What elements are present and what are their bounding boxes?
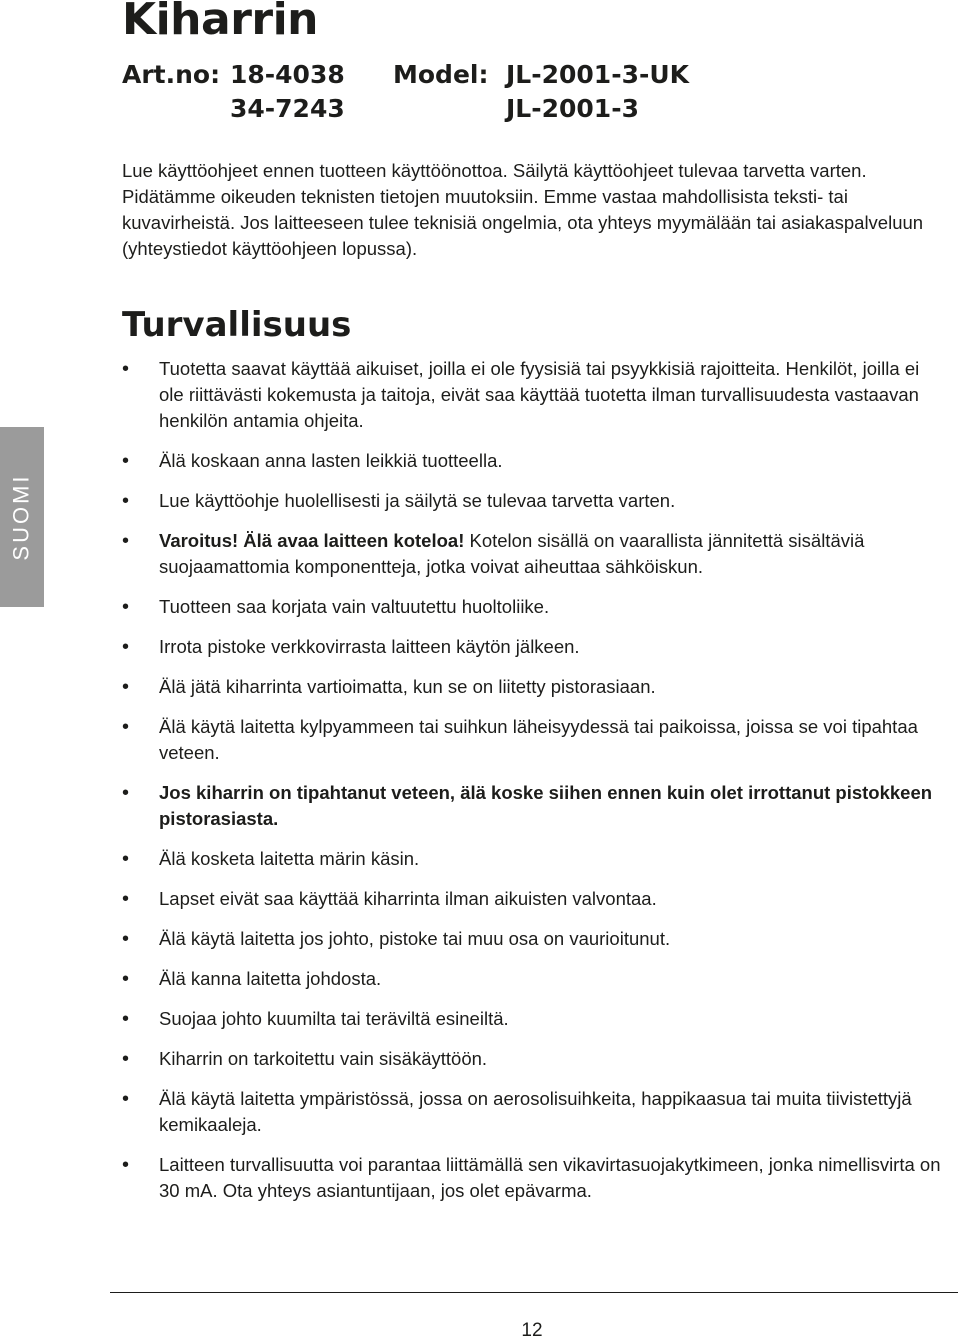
list-item-lead: Varoitus! Älä avaa laitteen koteloa!: [159, 530, 465, 551]
list-item-text: Lue käyttöohje huolellisesti ja säilytä se tulevaa tarvetta varten.: [159, 490, 676, 511]
document-title: Kiharrin: [122, 0, 318, 45]
model-label-block: [393, 58, 488, 92]
list-item-text: Älä jätä kiharrinta vartioimatta, kun se on liitetty pistorasiaan.: [159, 676, 656, 697]
list-item-text: Älä käytä laitetta jos johto, pistoke tai muu osa on vaurioitunut.: [159, 928, 671, 949]
list-item-text: Irrota pistoke verkkovirrasta laitteen käytön jälkeen.: [159, 636, 580, 657]
safety-list: [122, 356, 942, 1204]
list-item: [122, 780, 942, 832]
model-value: JL-2001-3: [506, 94, 639, 123]
list-item: [122, 1086, 942, 1138]
art-no-value: 34-7243: [230, 94, 345, 123]
bullet-icon: •: [122, 490, 130, 512]
bullet-icon: •: [122, 530, 130, 552]
bullet-icon: •: [122, 636, 130, 658]
list-item: [122, 1152, 942, 1204]
list-item: [122, 846, 942, 872]
list-item: [122, 1046, 942, 1072]
list-item-text: Suojaa johto kuumilta tai teräviltä esineiltä.: [159, 1008, 509, 1029]
bullet-icon: •: [122, 716, 130, 738]
bullet-icon: •: [122, 1088, 130, 1110]
bullet-icon: •: [122, 782, 130, 804]
bullet-icon: •: [122, 928, 130, 950]
list-item-text: Älä käytä laitetta kylpyammeen tai suihkun läheisyydessä tai paikoissa, joissa se voi tipahtaa veteen.: [159, 716, 918, 763]
art-no-values: [230, 58, 345, 126]
bullet-icon: •: [122, 596, 130, 618]
list-item-text: Älä käytä laitetta ympäristössä, jossa on aerosolisuihkeita, happikaasua tai muita tiivistettyjä kemikaaleja.: [159, 1088, 912, 1135]
list-item-text: Älä koskaan anna lasten leikkiä tuotteella.: [159, 450, 503, 471]
list-item: [122, 674, 942, 700]
model-values: [506, 58, 689, 126]
section-heading: Turvallisuus: [122, 305, 352, 345]
bullet-icon: •: [122, 1048, 130, 1070]
language-side-tab: [0, 427, 44, 607]
list-item: [122, 356, 942, 434]
art-no-label: Art.no:: [122, 60, 221, 89]
list-item-text: Laitteen turvallisuutta voi parantaa liittämällä sen vikavirtasuojakytkimeen, jonka nimellisvirta on 30 mA. Ota yhteys asiantuntijaan, jos olet epävarma.: [159, 1154, 941, 1201]
list-item-text: Älä kanna laitetta johdosta.: [159, 968, 382, 989]
list-item-text: Kiharrin on tarkoitettu vain sisäkäyttöön.: [159, 1048, 488, 1069]
model-label: Model:: [393, 60, 489, 89]
list-item: [122, 528, 942, 580]
model-value: JL-2001-3-UK: [506, 60, 690, 89]
list-item-text: Tuotteen saa korjata vain valtuutettu huoltoliike.: [159, 596, 550, 617]
art-no-label-block: [122, 58, 220, 92]
page-number: 12: [521, 1320, 543, 1341]
bullet-icon: •: [122, 968, 130, 990]
bullet-icon: •: [122, 358, 130, 380]
intro-paragraph: Lue käyttöohjeet ennen tuotteen käyttöönottoa. Säilytä käyttöohjeet tulevaa tarvetta varten. Pidätämme oikeuden teknisten tietojen muutoksiin. Emme vastaa mahdollisista teksti- tai kuvavirheistä. Jos laitteeseen tulee teknisiä ongelmia, ota yhteys myymälään tai asiakaspalveluun (yhteystiedot käyttöohjeen lopussa).: [122, 160, 924, 259]
bullet-icon: •: [122, 888, 130, 910]
language-tab-label: SUOMI: [9, 473, 34, 561]
footer-divider: [110, 1292, 958, 1293]
list-item: [122, 488, 942, 514]
list-item: [122, 634, 942, 660]
list-item: [122, 714, 942, 766]
list-item-text: Tuotetta saavat käyttää aikuiset, joilla ei ole fyysisiä tai psyykkisiä rajoitteita. Henkilöt, joilla ei ole riittävästi kokemusta ja taitoja, eivät saa käyttää tuotetta ilman turvallisuudesta vastaavan henkilön antamia ohjeita.: [159, 358, 920, 431]
bullet-icon: •: [122, 450, 130, 472]
list-item: [122, 966, 942, 992]
art-no-value: 18-4038: [230, 60, 345, 89]
list-item: [122, 886, 942, 912]
list-item: [122, 1006, 942, 1032]
bullet-icon: •: [122, 848, 130, 870]
list-item: [122, 926, 942, 952]
list-item-text: Lapset eivät saa käyttää kiharrinta ilman aikuisten valvontaa.: [159, 888, 657, 909]
bullet-icon: •: [122, 1008, 130, 1030]
list-item-text: Kotelon sisällä on vaarallista jännitettä sisältäviä suojaamattomia komponentteja, jotka voivat aiheuttaa sähköiskun.: [159, 530, 865, 577]
bullet-icon: •: [122, 1154, 130, 1176]
list-item: [122, 594, 942, 620]
list-item-lead: Jos kiharrin on tipahtanut veteen, älä koske siihen ennen kuin olet irrottanut pistokkeen pistorasiasta.: [159, 782, 933, 829]
list-item: [122, 448, 942, 474]
list-item-text: Älä kosketa laitetta märin käsin.: [159, 848, 420, 869]
bullet-icon: •: [122, 676, 130, 698]
